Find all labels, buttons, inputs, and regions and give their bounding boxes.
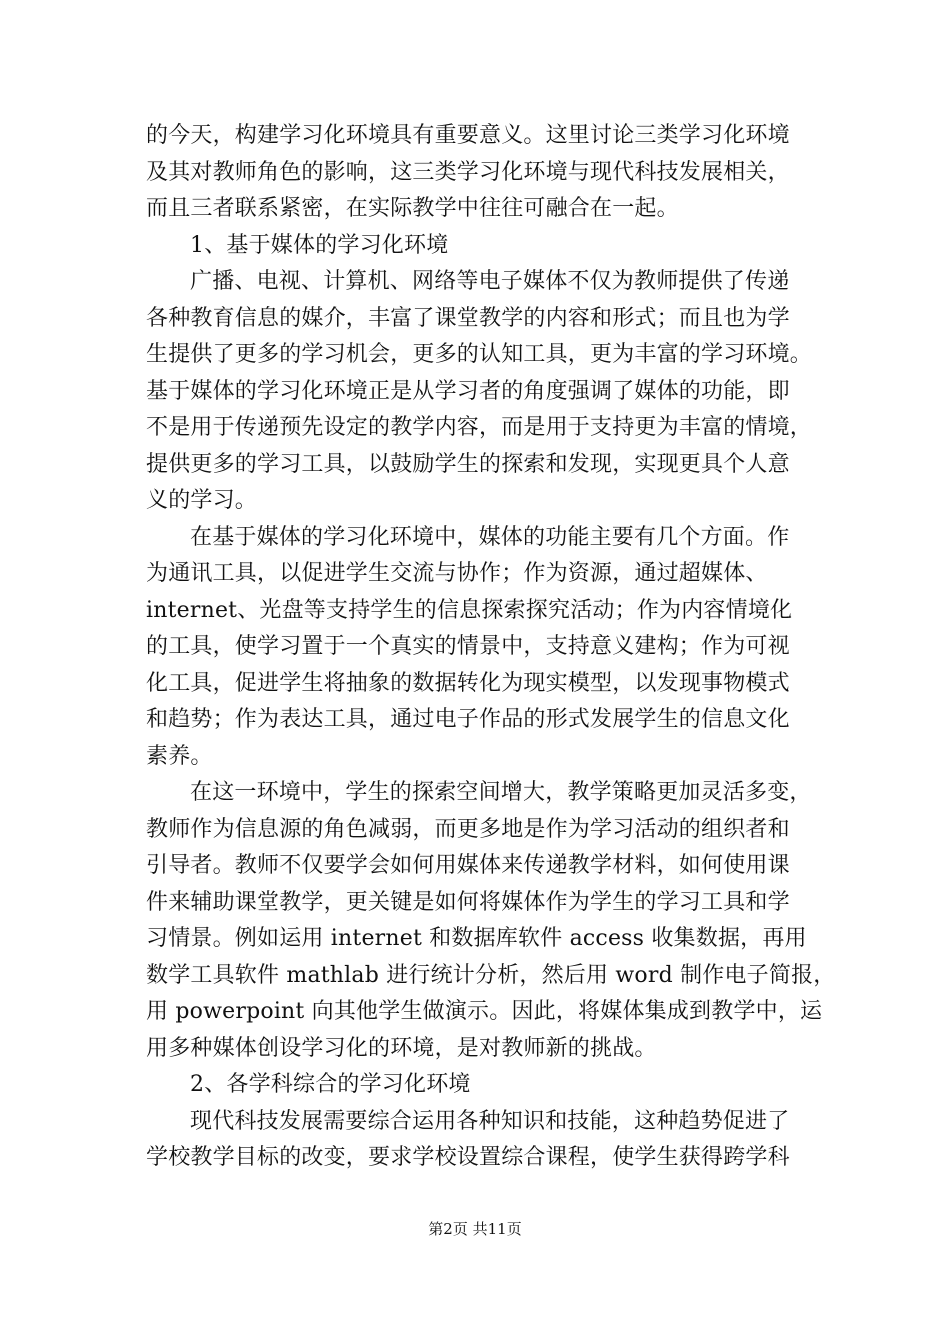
text-line: 素养。 [146,743,213,769]
text-line: 及其对教师角色的影响，这三类学习化环境与现代科技发展相关， [146,159,790,185]
text-line: 数学工具软件 mathlab 进行统计分析，然后用 word 制作电子简报， [146,962,836,988]
text-line: 为通讯工具，以促进学生交流与协作；作为资源，通过超媒体、 [146,561,768,586]
text-line: 提供更多的学习工具，以鼓励学生的探索和发现，实现更具个人意 [146,451,790,477]
document-body [146,118,836,1177]
text-line: 学校教学目标的改变，要求学校设置综合课程，使学生获得跨学科 [146,1145,790,1170]
text-line: 现代科技发展需要综合运用各种知识和技能，这种趋势促进了 [190,1108,790,1134]
page-number: 2 [443,1220,453,1238]
footer-suffix: 页 [506,1220,522,1238]
section-heading-1: 1、基于媒体的学习化环境 [190,232,449,258]
section-heading-2: 2、各学科综合的学习化环境 [190,1072,471,1097]
text-line: 引导者。教师不仅要学会如何用媒体来传递教学材料，如何使用课 [146,853,790,878]
text-line: 而且三者联系紧密，在实际教学中往往可融合在一起。 [146,196,679,221]
footer-middle: 页 共 [452,1220,488,1238]
text-line: 义的学习。 [146,488,258,513]
text-line: 教师作为信息源的角色减弱，而更多地是作为学习活动的组织者和 [146,816,790,842]
text-line: 生提供了更多的学习机会，更多的认知工具，更为丰富的学习环境。 [146,342,813,367]
text-line: 广播、电视、计算机、网络等电子媒体不仅为教师提供了传递 [190,269,790,294]
page-total: 11 [487,1220,507,1238]
text-line: internet、光盘等支持学生的信息探索探究活动；作为内容情境化 [146,597,793,623]
text-line: 化工具，促进学生将抽象的数据转化为现实模型，以发现事物模式 [146,670,790,696]
text-line: 习情景。例如运用 internet 和数据库软件 access 收集数据，再用 [146,926,807,951]
text-line: 在基于媒体的学习化环境中，媒体的功能主要有几个方面。作 [190,524,790,550]
page-footer [0,1218,950,1239]
text-line: 各种教育信息的媒介，丰富了课堂教学的内容和形式；而且也为学 [146,305,790,331]
text-line: 在这一环境中，学生的探索空间增大，教学策略更加灵活多变， [190,780,812,805]
text-line: 用 powerpoint 向其他学生做演示。因此，将媒体集成到教学中，运 [146,999,823,1024]
text-line: 件来辅助课堂教学，更关键是如何将媒体作为学生的学习工具和学 [146,889,790,915]
text-line: 和趋势；作为表达工具，通过电子作品的形式发展学生的信息文化 [146,707,790,732]
text-line: 基于媒体的学习化环境正是从学习者的角度强调了媒体的功能，即 [146,378,790,404]
footer-prefix: 第 [428,1220,444,1238]
text-line: 不是用于传递预先设定的教学内容，而是用于支持更为丰富的情境， [146,415,813,440]
text-line: 的工具，使学习置于一个真实的情景中，支持意义建构；作为可视 [146,634,790,659]
text-line: 用多种媒体创设学习化的环境，是对教师新的挑战。 [146,1035,657,1061]
text-line: 的今天，构建学习化环境具有重要意义。这里讨论三类学习化环境 [146,123,790,148]
